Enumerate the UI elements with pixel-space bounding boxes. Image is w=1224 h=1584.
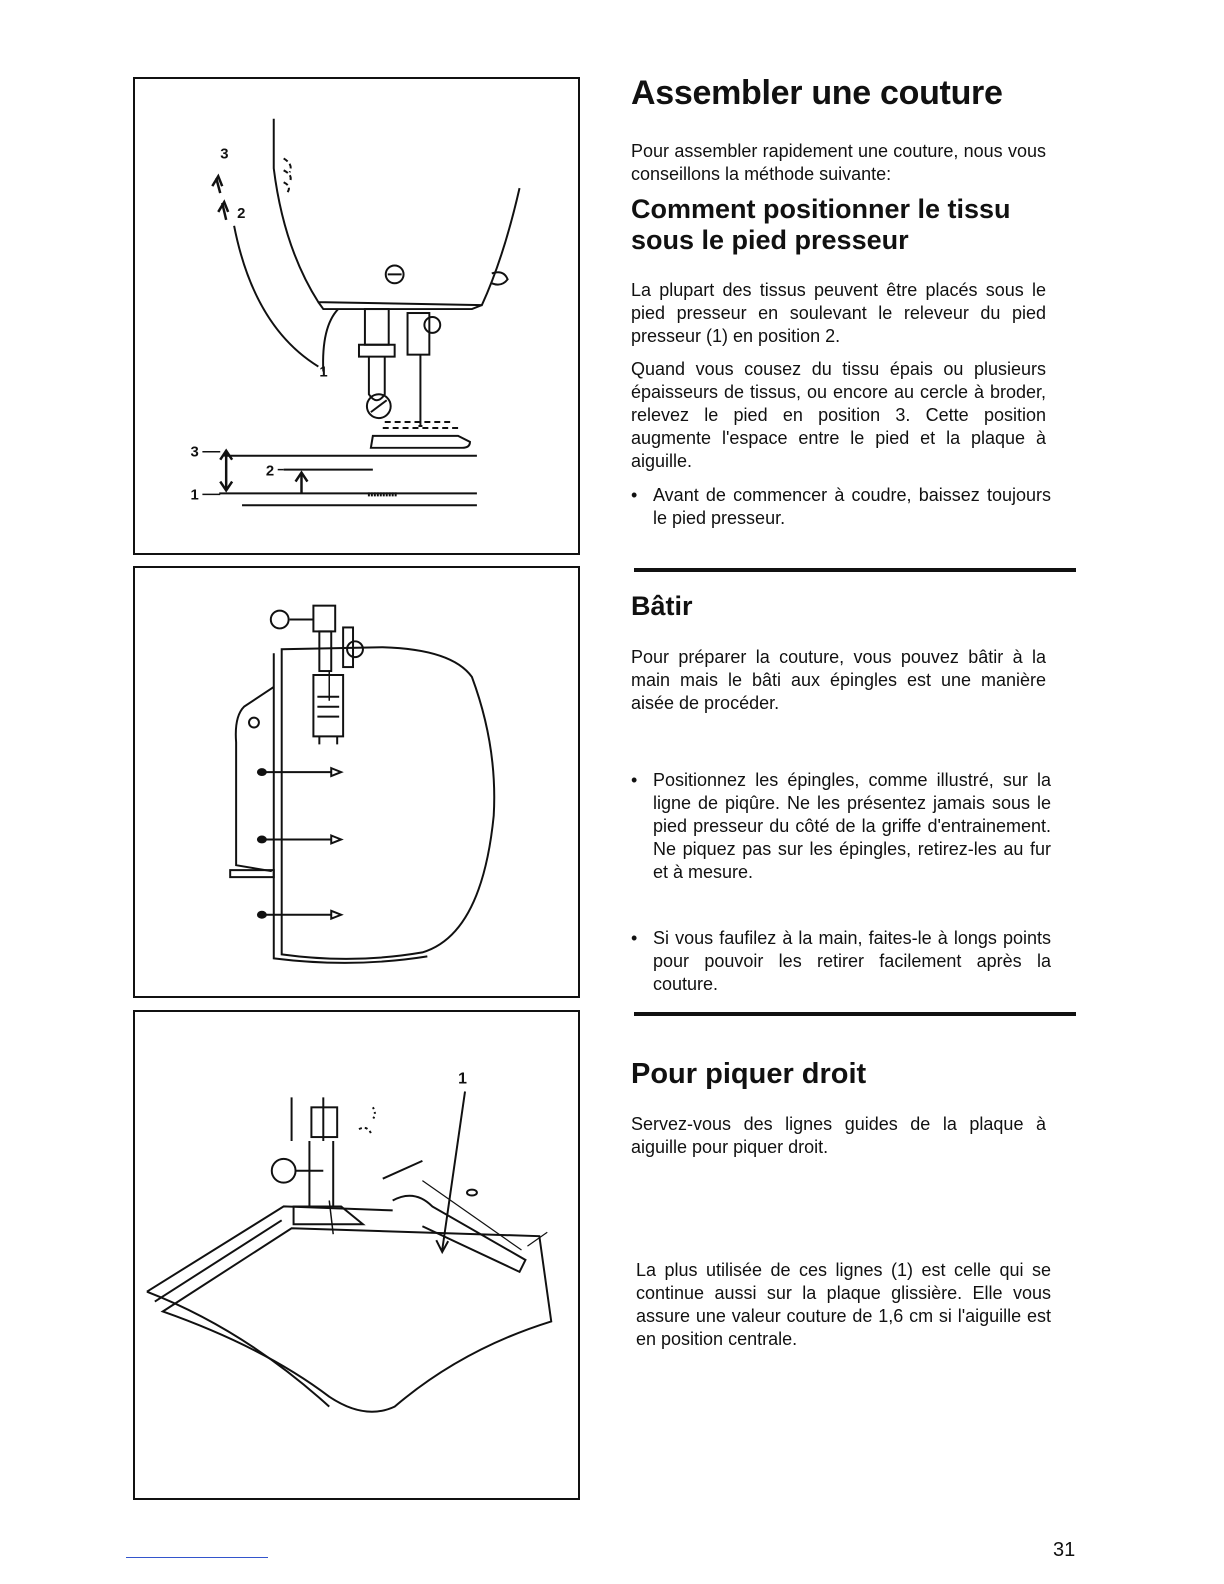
bullet-dot: • [631, 928, 638, 948]
heading-position-fabric [631, 194, 1061, 256]
figure-basting-pins [133, 566, 580, 998]
bullet-dot: • [631, 770, 638, 790]
section3-para2 [636, 1259, 1051, 1351]
label-lever-2: 2 [237, 205, 246, 222]
label-gap-1: 1 [190, 487, 199, 504]
section-divider-1 [634, 568, 1076, 572]
section2-bullet1-text: Positionnez les épingles, comme illustré, sur la ligne de piqûre. Ne les présentez jamais sous le pied presseur du côté de la griffe d'entrainement. Ne piquez pas sur les épingles, retirez-les au fur et à mesure. [653, 770, 1051, 882]
label-lever-1: 1 [319, 364, 328, 381]
bullet-dot: • [631, 485, 638, 505]
label-lever-3: 3 [220, 146, 229, 163]
section1-bullet-text: Avant de commencer à coudre, baissez toujours le pied presseur. [653, 485, 1051, 528]
section1-para2-text: Quand vous cousez du tissu épais ou plusieurs épaisseurs de tissus, ou encore au cercle à broder, relevez le pied en position 3. Cette position augmente l'espace entre le pied et la plaque à aiguille. [631, 359, 1046, 471]
intro-text: Pour assembler rapidement une couture, nous vous conseillons la méthode suivante: [631, 141, 1046, 184]
basting-pins-illustration [135, 568, 578, 996]
section1-para2 [631, 358, 1046, 473]
section-divider-2 [634, 1012, 1076, 1016]
presser-foot-illustration [135, 79, 578, 553]
section2-bullet2 [631, 927, 1051, 996]
section2-para1 [631, 646, 1046, 715]
label-guide-line-1: 1 [458, 1070, 467, 1088]
figure-presser-foot-positions [133, 77, 580, 555]
label-gap-3: 3 [190, 444, 199, 461]
section2-bullet2-text: Si vous faufilez à la main, faites-le à longs points pour pouvoir les retirer facilement après la couture. [653, 928, 1051, 994]
section3-para1-text: Servez-vous des lignes guides de la plaque à aiguille pour piquer droit. [631, 1114, 1046, 1157]
page-title: Assembler une couture [631, 74, 1003, 112]
heading-position-fabric-line1: Comment positionner le tissu [631, 194, 1011, 224]
figure-guide-lines [133, 1010, 580, 1500]
section3-para1 [631, 1113, 1046, 1159]
section3-para2-text: La plus utilisée de ces lignes (1) est celle qui se continue aussi sur la plaque glissière. Elle vous assure une valeur couture de 1,6 cm si l'aiguille est en position centrale. [636, 1260, 1051, 1349]
guide-lines-illustration [135, 1012, 578, 1498]
intro-paragraph [631, 140, 1046, 186]
label-gap-2: 2 [265, 463, 275, 480]
page-number: 31 [1053, 1539, 1076, 1561]
section1-para1 [631, 279, 1046, 348]
section2-bullet1 [631, 769, 1051, 884]
heading-straight-stitch: Pour piquer droit [631, 1058, 867, 1090]
section1-para1-text: La plupart des tissus peuvent être placés sous le pied presseur en soulevant le releveur du pied presseur (1) en position 2. [631, 280, 1046, 346]
section1-bullet [631, 484, 1051, 530]
section2-para1-text: Pour préparer la couture, vous pouvez bâtir à la main mais le bâti aux épingles est une manière aisée de procéder. [631, 647, 1046, 713]
heading-basting: Bâtir [631, 591, 693, 621]
heading-position-fabric-line2: sous le pied presseur [631, 225, 909, 255]
bottom-rule [126, 1557, 268, 1558]
